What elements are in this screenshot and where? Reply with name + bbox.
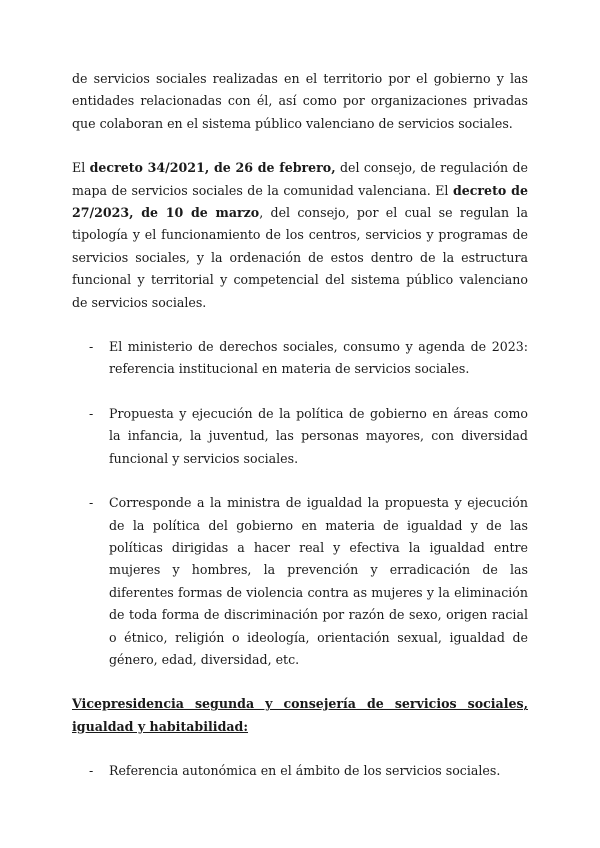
dash-bullet: - xyxy=(89,339,94,355)
text-segment: , del consejo, por el cual se regulan la tipología y el funcionamiento de los centros, servicios y programas de servicios sociales, y la ordenación de estos dentro de la estructura funcional y territorial y competencial del sistema público valenciano de servicios sociales. xyxy=(72,205,528,310)
list-item xyxy=(72,492,528,671)
list-item xyxy=(72,403,528,470)
list-item-text: El ministerio de derechos sociales, consumo y agenda de 2023: referencia institucional en materia de servicios sociales. xyxy=(109,339,528,377)
dash-bullet: - xyxy=(89,763,94,779)
bullet-list xyxy=(72,760,528,782)
section-heading: Vicepresidencia segunda y consejería de servicios sociales, igualdad y habitabilidad: xyxy=(72,696,528,734)
decree-reference: decreto de 27/2023, de 10 de marzo xyxy=(72,182,528,221)
list-item-text: Corresponde a la ministra de igualdad la propuesta y ejecución de la política del gobierno en materia de igualdad y de las políticas dirigidas a hacer real y efectiva la igualdad entre mujeres y hombres, la prevención y erradicación de las diferentes formas de violencia contra as mujeres y la eliminación de toda forma de discriminación por razón de sexo, origen racial o étnico, religión o ideología, orientación sexual, igualdad de género, edad, diversidad, etc. xyxy=(109,495,528,667)
decree-reference: decreto 34/2021, de 26 de febrero, xyxy=(89,160,336,176)
paragraph-intro: de servicios sociales realizadas en el territorio por el gobierno y las entidades relacionadas con él, así como por organizaciones privadas que colaboran en el sistema público valenciano de servicios sociales. xyxy=(72,71,528,131)
list-item-text: Referencia autonómica en el ámbito de los servicios sociales. xyxy=(109,763,501,779)
text-segment: del consejo, de regulación de mapa de servicios sociales de la comunidad valenciana. El xyxy=(72,160,528,198)
list-item xyxy=(72,336,528,381)
list-item-text: Propuesta y ejecución de la política de gobierno en áreas como la infancia, la juventud, las personas mayores, con diversidad funcional y servicios sociales. xyxy=(109,405,528,466)
dash-bullet: - xyxy=(89,495,94,511)
text-segment: El xyxy=(72,160,90,176)
bullet-list xyxy=(72,336,528,671)
paragraph-decrees xyxy=(72,157,528,314)
list-item xyxy=(72,760,528,782)
dash-bullet: - xyxy=(89,405,94,421)
